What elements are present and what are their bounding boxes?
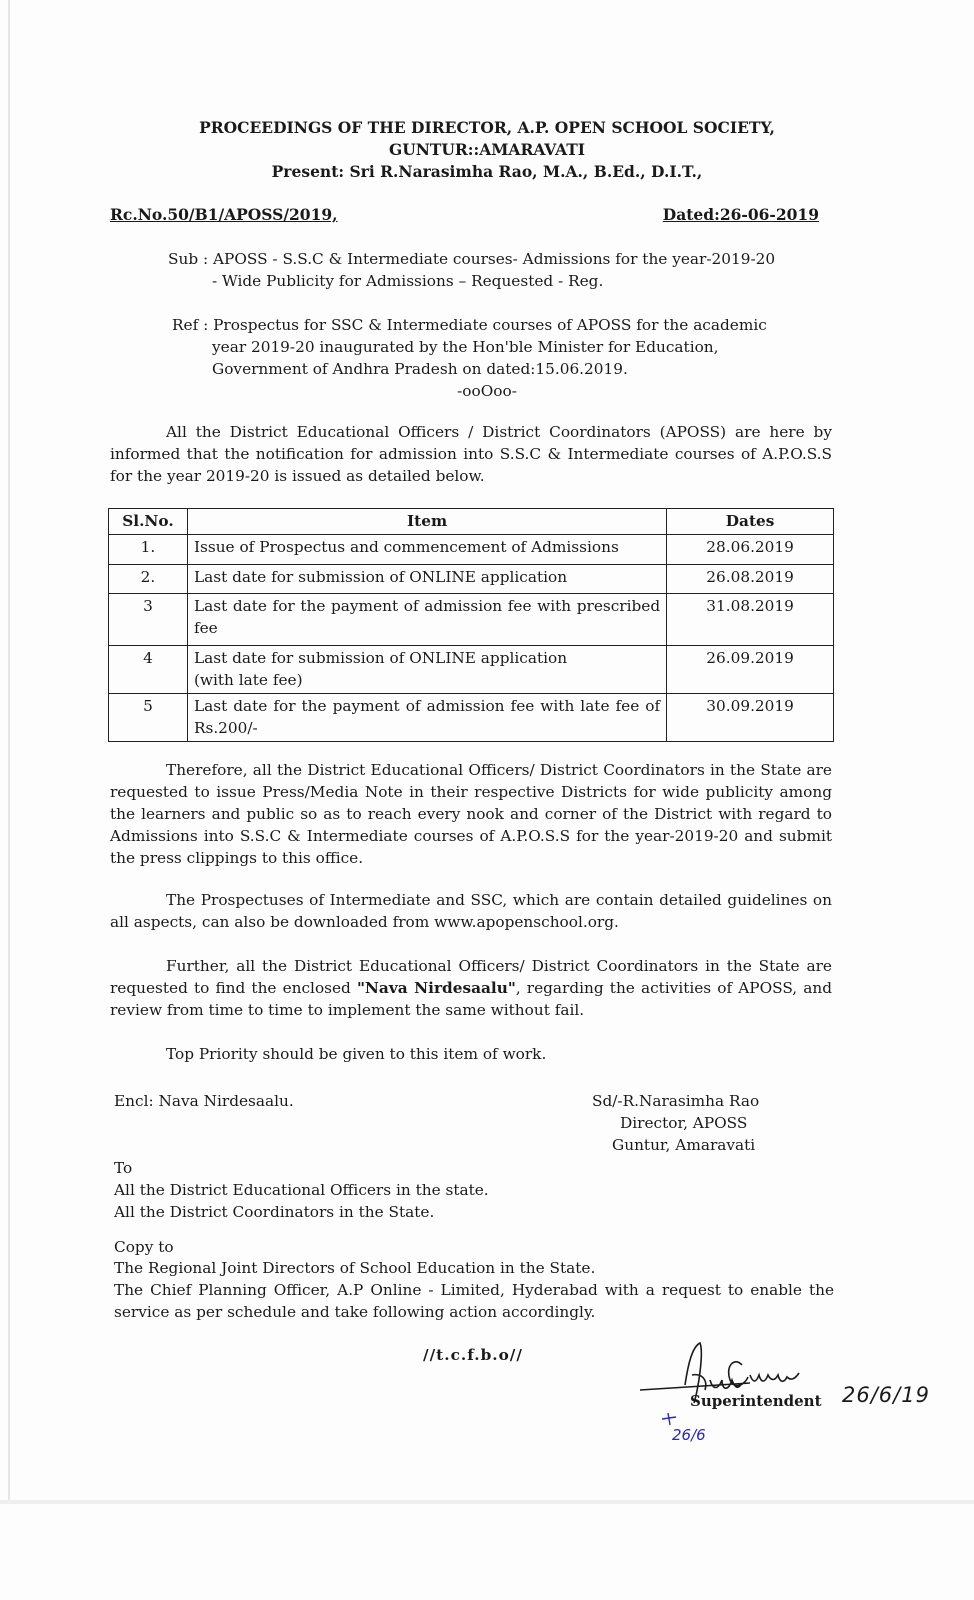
row-date: 26.09.2019 — [667, 646, 834, 694]
row-date: 26.08.2019 — [667, 565, 834, 594]
table-row — [109, 646, 834, 694]
reference-line2: year 2019-20 inaugurated by the Hon'ble Minister for Education, — [212, 338, 719, 356]
separator: -ooOoo- — [457, 382, 517, 400]
signatory-place: Guntur, Amaravati — [612, 1136, 756, 1154]
tcfbo: //t.c.f.b.o// — [423, 1346, 523, 1364]
dated: Dated:26-06-2019 — [662, 205, 819, 224]
row-item: Last date for submission of ONLINE application (with late fee) — [187, 646, 666, 694]
to-line1: All the District Educational Officers in the state. — [114, 1181, 489, 1199]
row-item: Last date for the payment of admission fee with prescribed fee — [187, 594, 666, 646]
table-row — [109, 565, 834, 594]
superintendent-date: 26/6/19 — [842, 1383, 930, 1407]
row-date: 28.06.2019 — [667, 535, 834, 565]
publicity-paragraph: Therefore, all the District Educational Officers/ District Coordinators in the State are requested to issue Press/Media Note in their respective Districts for wide publicity among the learners and public so as to reach every nook and corner of the District with regard to Admissions into S.S.C & Intermediate courses of A.P.O.S.S for the year-2019-20 and submit the press clippings to this office. — [110, 761, 832, 867]
row-no: 1. — [109, 535, 188, 565]
intro-paragraph: All the District Educational Officers / District Coordinators (APOSS) are here by informed that the notification for admission into S.S.C & Intermediate courses of A.P.O.S.S for the year 2019-20 is issued as detailed below. — [110, 423, 832, 485]
row-item: Last date for the payment of admission fee with late fee of Rs.200/- — [187, 694, 666, 742]
row-no: 3 — [109, 594, 188, 646]
header-present: Present: Sri R.Narasimha Rao, M.A., B.Ed., D.I.T., — [271, 162, 703, 181]
to-line2: All the District Coordinators in the State. — [114, 1203, 435, 1221]
scan-edge — [0, 1500, 974, 1504]
row-date: 31.08.2019 — [667, 594, 834, 646]
para4-text: Further, all the District Educational Officers/ District Coordinators in the State are requested to find the enclosed — [110, 957, 832, 997]
row-no: 5 — [109, 694, 188, 742]
initials-date: 26/6 — [672, 1426, 706, 1444]
header-dates: Dates — [667, 509, 834, 535]
schedule-table — [108, 508, 834, 742]
para4-text-end: , regarding the activities of APOSS, and review from time to time to implement the same without fail. — [110, 979, 832, 1019]
reference-line1: Ref : Prospectus for SSC & Intermediate courses of APOSS for the academic — [172, 316, 767, 334]
enclosure: Encl: Nava Nirdesaalu. — [114, 1092, 294, 1110]
row-date: 30.09.2019 — [667, 694, 834, 742]
prospectus-paragraph: The Prospectuses of Intermediate and SSC, which are contain detailed guidelines on all aspects, can also be downloaded from www.apopenschool.org. — [110, 891, 832, 931]
header-item: Item — [187, 509, 666, 535]
priority-note: Top Priority should be given to this item of work. — [166, 1045, 547, 1063]
signatory-name: Sd/-R.Narasimha Rao — [592, 1092, 760, 1110]
header-location: GUNTUR::AMARAVATI — [388, 140, 586, 159]
row-item: Issue of Prospectus and commencement of Admissions — [187, 535, 666, 565]
para4-bold: "Nava Nirdesaalu" — [356, 979, 516, 997]
reference-line3: Government of Andhra Pradesh on dated:15.06.2019. — [212, 360, 628, 378]
header-slno: Sl.No. — [109, 509, 188, 535]
signature-icon — [630, 1335, 840, 1455]
copy-label: Copy to — [114, 1238, 174, 1256]
subject-line1: Sub : APOSS - S.S.C & Intermediate courses- Admissions for the year-2019-20 — [168, 250, 776, 268]
table-row — [109, 594, 834, 646]
table-row — [109, 535, 834, 565]
row-no: 4 — [109, 646, 188, 694]
row-no: 2. — [109, 565, 188, 594]
header-title: PROCEEDINGS OF THE DIRECTOR, A.P. OPEN SCHOOL SOCIETY, — [199, 118, 775, 137]
signatory-title: Director, APOSS — [620, 1114, 748, 1132]
table-header-row — [109, 509, 834, 535]
superintendent-label: Superintendent — [690, 1392, 822, 1410]
copy-line2: The Chief Planning Officer, A.P Online - Limited, Hyderabad with a request to enable the service as per schedule and take following action accordingly. — [114, 1281, 834, 1321]
row-item: Last date for submission of ONLINE application — [187, 565, 666, 594]
reference-number: Rc.No.50/B1/APOSS/2019, — [110, 205, 338, 224]
table-row — [109, 694, 834, 742]
to-label: To — [114, 1159, 133, 1177]
nava-nirdesaalu-paragraph — [110, 955, 832, 1021]
subject-line2: - Wide Publicity for Admissions – Requested - Reg. — [212, 272, 604, 290]
copy-line1: The Regional Joint Directors of School Education in the State. — [114, 1259, 596, 1277]
scan-edge — [8, 0, 10, 1500]
